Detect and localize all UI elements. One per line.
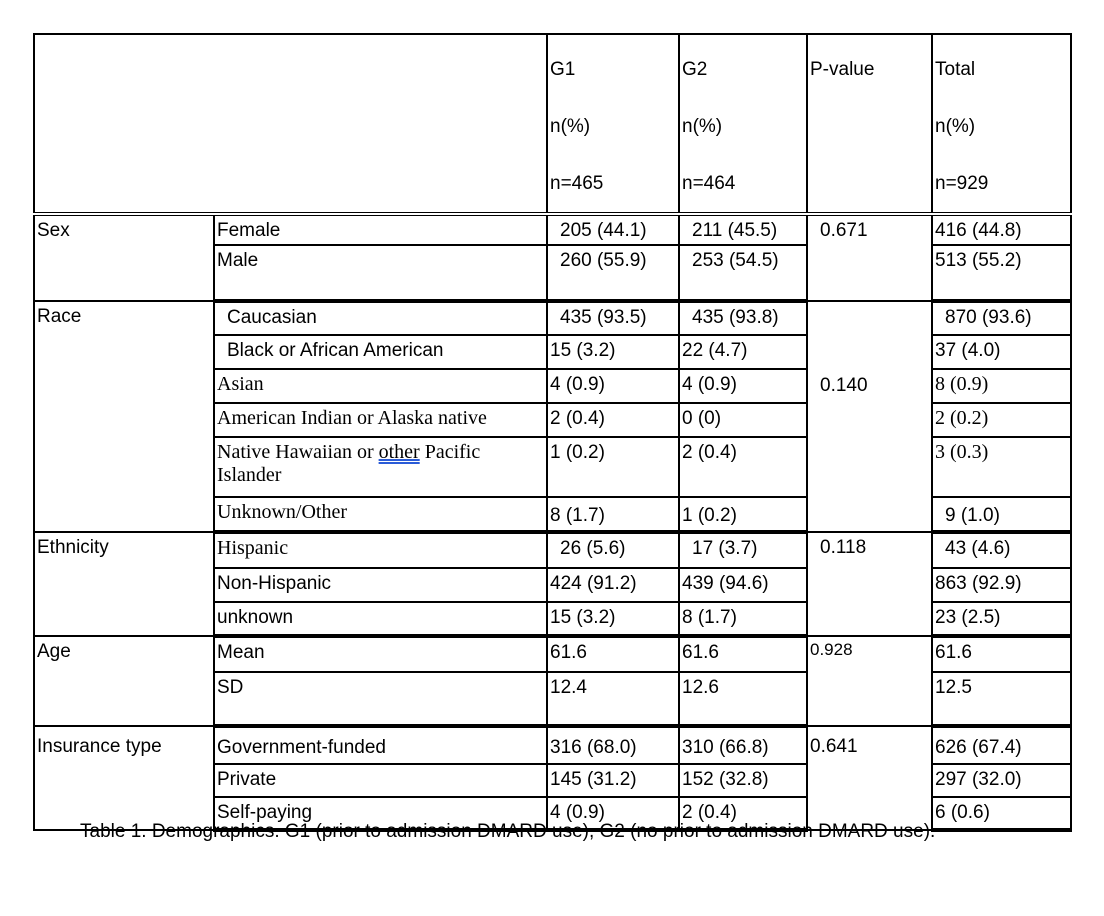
g2-cell: 211 (45.5) bbox=[679, 214, 807, 245]
table-row bbox=[34, 636, 1071, 672]
row-label: Hispanic bbox=[214, 532, 547, 568]
row-label: Female bbox=[214, 214, 547, 245]
table-row bbox=[34, 214, 1071, 245]
group-label: Ethnicity bbox=[34, 532, 214, 636]
row-label: Self-paying bbox=[214, 797, 547, 830]
header-total: Total n(%) n=929 bbox=[932, 34, 1071, 214]
group-label: Insurance type bbox=[34, 726, 214, 830]
total-cell: 12.5 bbox=[932, 672, 1071, 726]
total-cell: 2 (0.2) bbox=[932, 403, 1071, 437]
pvalue-cell: 0.641 bbox=[807, 726, 932, 830]
total-cell: 870 (93.6) bbox=[932, 301, 1071, 335]
g1-cell: 15 (3.2) bbox=[547, 602, 679, 636]
group-label: Age bbox=[34, 636, 214, 726]
total-cell: 513 (55.2) bbox=[932, 245, 1071, 301]
row-label: SD bbox=[214, 672, 547, 726]
group-label: Race bbox=[34, 301, 214, 532]
total-cell: 416 (44.8) bbox=[932, 214, 1071, 245]
total-cell: 37 (4.0) bbox=[932, 335, 1071, 369]
row-label: Unknown/Other bbox=[214, 497, 547, 532]
row-label: Male bbox=[214, 245, 547, 301]
total-cell: 6 (0.6) bbox=[932, 797, 1071, 830]
g1-cell: 2 (0.4) bbox=[547, 403, 679, 437]
g2-cell: 61.6 bbox=[679, 636, 807, 672]
g2-cell: 1 (0.2) bbox=[679, 497, 807, 532]
row-label: Black or African American bbox=[214, 335, 547, 369]
header-row bbox=[34, 34, 1071, 214]
g1-cell: 15 (3.2) bbox=[547, 335, 679, 369]
row-label: Government-funded bbox=[214, 726, 547, 764]
g2-cell: 17 (3.7) bbox=[679, 532, 807, 568]
header-g1: G1 n(%) n=465 bbox=[547, 34, 679, 214]
total-cell: 863 (92.9) bbox=[932, 568, 1071, 602]
total-cell: 626 (67.4) bbox=[932, 726, 1071, 764]
g2-cell: 22 (4.7) bbox=[679, 335, 807, 369]
g1-cell: 316 (68.0) bbox=[547, 726, 679, 764]
g2-cell: 2 (0.4) bbox=[679, 797, 807, 830]
group-label: Sex bbox=[34, 214, 214, 301]
g1-cell: 61.6 bbox=[547, 636, 679, 672]
row-label: Mean bbox=[214, 636, 547, 672]
g2-cell: 435 (93.8) bbox=[679, 301, 807, 335]
table-caption: Table 1. Demographics. G1 (prior to admission DMARD use), G2 (no prior to admission DMARD use). bbox=[80, 821, 936, 842]
g2-cell: 4 (0.9) bbox=[679, 369, 807, 403]
g1-cell: 26 (5.6) bbox=[547, 532, 679, 568]
row-label: American Indian or Alaska native bbox=[214, 403, 547, 437]
g2-cell: 8 (1.7) bbox=[679, 602, 807, 636]
total-cell: 297 (32.0) bbox=[932, 764, 1071, 797]
total-cell: 3 (0.3) bbox=[932, 437, 1071, 497]
g1-cell: 205 (44.1) bbox=[547, 214, 679, 245]
g2-cell: 253 (54.5) bbox=[679, 245, 807, 301]
g1-cell: 424 (91.2) bbox=[547, 568, 679, 602]
g1-cell: 4 (0.9) bbox=[547, 797, 679, 830]
g1-cell: 260 (55.9) bbox=[547, 245, 679, 301]
g2-cell: 2 (0.4) bbox=[679, 437, 807, 497]
pvalue-cell: 0.118 bbox=[807, 532, 932, 636]
demographics-table bbox=[33, 33, 1072, 832]
header-pvalue: P-value bbox=[807, 34, 932, 214]
total-cell: 8 (0.9) bbox=[932, 369, 1071, 403]
pvalue-cell: 0.928 bbox=[807, 636, 932, 726]
total-cell: 9 (1.0) bbox=[932, 497, 1071, 532]
pvalue-cell: 0.140 bbox=[807, 301, 932, 532]
table-row bbox=[34, 726, 1071, 764]
header-g2: G2 n(%) n=464 bbox=[679, 34, 807, 214]
g1-cell: 8 (1.7) bbox=[547, 497, 679, 532]
row-label: Caucasian bbox=[214, 301, 547, 335]
g2-cell: 439 (94.6) bbox=[679, 568, 807, 602]
row-label: Non-Hispanic bbox=[214, 568, 547, 602]
g1-cell: 145 (31.2) bbox=[547, 764, 679, 797]
spellcheck-underlined-word: other bbox=[378, 441, 420, 463]
table-row bbox=[34, 532, 1071, 568]
total-cell: 23 (2.5) bbox=[932, 602, 1071, 636]
g2-cell: 12.6 bbox=[679, 672, 807, 726]
row-label: Asian bbox=[214, 369, 547, 403]
g2-cell: 0 (0) bbox=[679, 403, 807, 437]
table-row bbox=[34, 301, 1071, 335]
g2-cell: 310 (66.8) bbox=[679, 726, 807, 764]
header-blank bbox=[34, 34, 547, 214]
g1-cell: 12.4 bbox=[547, 672, 679, 726]
total-cell: 43 (4.6) bbox=[932, 532, 1071, 568]
pvalue-cell: 0.671 bbox=[807, 214, 932, 301]
row-label: Native Hawaiian or other Pacific Islander bbox=[214, 437, 547, 497]
g2-cell: 152 (32.8) bbox=[679, 764, 807, 797]
g1-cell: 4 (0.9) bbox=[547, 369, 679, 403]
total-cell: 61.6 bbox=[932, 636, 1071, 672]
g1-cell: 435 (93.5) bbox=[547, 301, 679, 335]
row-label: unknown bbox=[214, 602, 547, 636]
g1-cell: 1 (0.2) bbox=[547, 437, 679, 497]
row-label: Private bbox=[214, 764, 547, 797]
